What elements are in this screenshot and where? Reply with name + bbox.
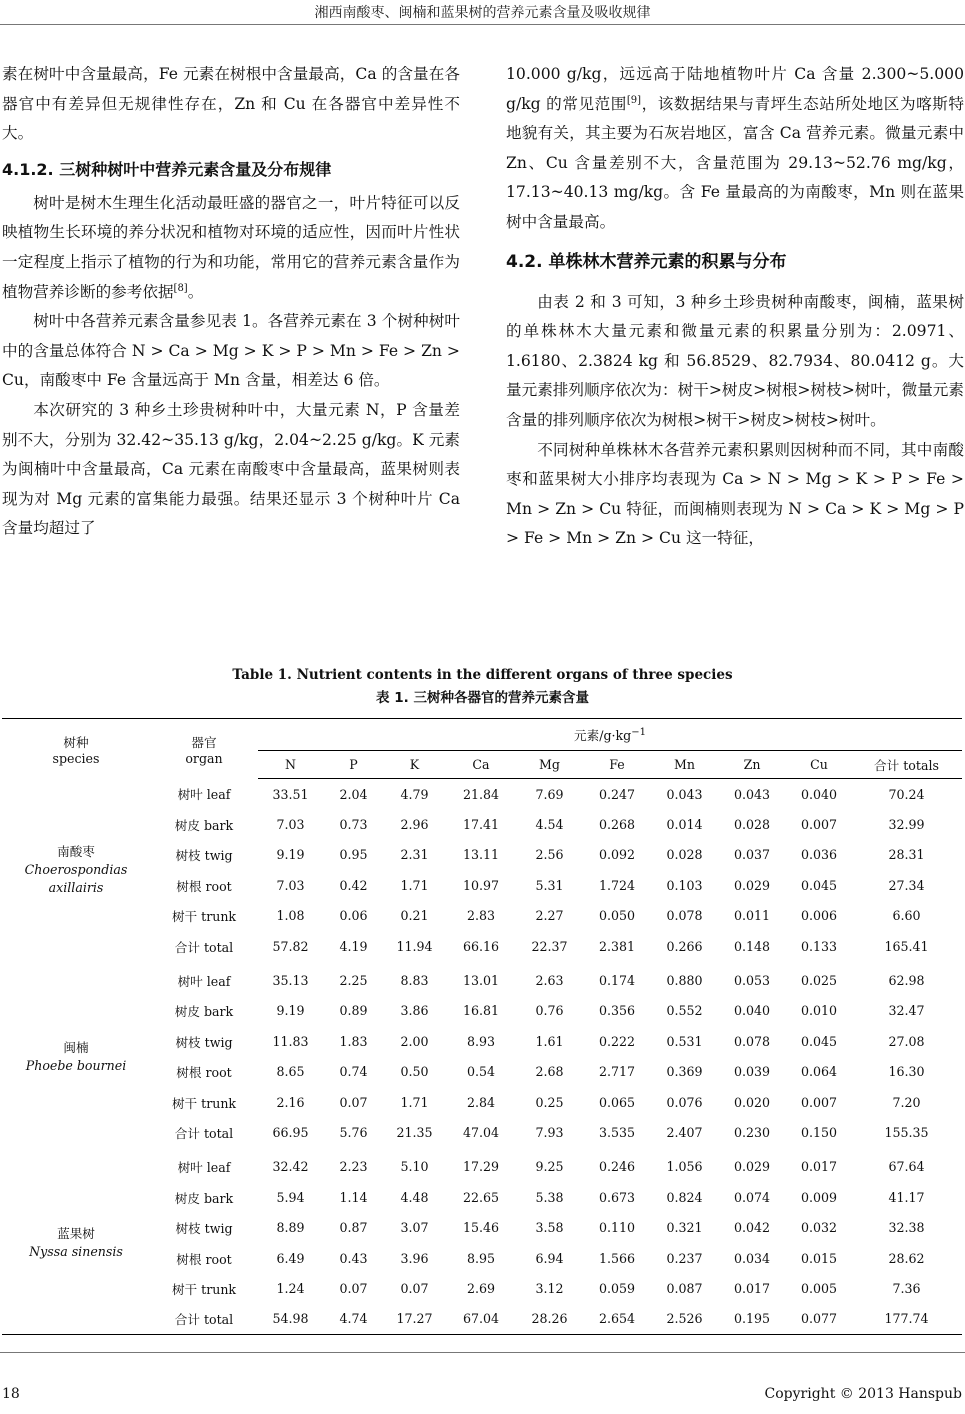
value-cell: 7.03 bbox=[276, 877, 305, 893]
value-cell: 33.51 bbox=[272, 786, 309, 802]
value-cell: 0.040 bbox=[800, 786, 838, 802]
value-cell: 13.11 bbox=[462, 847, 500, 863]
table-row bbox=[2, 779, 962, 810]
value-cell: 15.46 bbox=[462, 1220, 500, 1236]
value-cell: 6.49 bbox=[276, 1250, 305, 1266]
value-cell: 0.89 bbox=[339, 1003, 368, 1019]
element-header: 元素$/g\cdot kg^{-1}$ bbox=[258, 719, 962, 751]
value-cell: 0.032 bbox=[800, 1220, 838, 1236]
organ-cell: 树干 trunk bbox=[171, 1281, 237, 1297]
value-cell: 0.078 bbox=[666, 908, 703, 924]
value-cell: 27.08 bbox=[888, 1033, 925, 1049]
organ-cell: 合计 total bbox=[174, 1312, 234, 1328]
value-cell: 0.552 bbox=[666, 1003, 703, 1019]
value-cell: 5.38 bbox=[535, 1189, 564, 1205]
value-cell: 28.31 bbox=[888, 847, 925, 863]
value-cell: 0.76 bbox=[535, 1003, 564, 1019]
left-paragraph-2: 树叶中各营养元素含量参见表 1。各营养元素在 3 个树种树叶中的含量总体符合 N > Ca > Mg > K > P > Mn > Fe > Zn > Cu，南酸枣中 Fe 含量远高于 Mn 含量，相差达 6 倍。 bbox=[2, 312, 460, 390]
value-cell: 32.47 bbox=[888, 1003, 925, 1019]
value-cell: 2.31 bbox=[400, 847, 429, 863]
organ-cell: 树皮 bark bbox=[174, 818, 234, 834]
organ-cell: 树根 root bbox=[176, 878, 232, 894]
value-cell: 0.065 bbox=[598, 1094, 636, 1110]
value-cell: 0.007 bbox=[800, 817, 838, 833]
value-cell: 10.97 bbox=[462, 877, 500, 893]
species-cell: 蓝果树 Nyssa sinensis bbox=[29, 1225, 123, 1259]
value-cell: 3.58 bbox=[535, 1220, 564, 1236]
value-cell: 7.20 bbox=[892, 1094, 921, 1110]
value-cell: 8.89 bbox=[276, 1220, 305, 1236]
value-cell: 47.04 bbox=[462, 1124, 500, 1140]
value-cell: 0.017 bbox=[800, 1159, 838, 1175]
value-cell: 70.24 bbox=[888, 786, 925, 802]
table-body bbox=[2, 779, 962, 1335]
value-cell: 0.103 bbox=[666, 877, 703, 893]
value-cell: 2.68 bbox=[535, 1064, 564, 1080]
organ-cell: 树枝 twig bbox=[175, 1034, 233, 1050]
value-cell: 1.14 bbox=[339, 1189, 368, 1205]
section-heading-4-2: 4.2. 单株林木营养元素的积累与分布 bbox=[506, 251, 787, 272]
page-number: 18 bbox=[2, 1386, 20, 1402]
value-cell: 21.84 bbox=[462, 786, 500, 802]
footer-rule bbox=[0, 1352, 965, 1353]
organ-cell: 合计 total bbox=[174, 939, 234, 955]
value-cell: 0.07 bbox=[339, 1094, 368, 1110]
value-cell: 2.69 bbox=[466, 1280, 496, 1296]
organ-cell: 树枝 twig bbox=[175, 848, 233, 864]
value-cell: 0.87 bbox=[339, 1220, 368, 1236]
value-cell: 0.54 bbox=[466, 1064, 496, 1080]
value-cell: 0.07 bbox=[400, 1280, 429, 1296]
value-cell: 0.110 bbox=[598, 1220, 636, 1236]
value-cell: 0.531 bbox=[666, 1033, 703, 1049]
col-header-ca: Ca bbox=[445, 751, 517, 779]
value-cell: 0.037 bbox=[733, 847, 771, 863]
value-cell: 0.028 bbox=[666, 847, 703, 863]
value-cell: 0.045 bbox=[800, 877, 838, 893]
value-cell: 1.08 bbox=[276, 908, 305, 924]
value-cell: 0.43 bbox=[339, 1250, 368, 1266]
value-cell: 22.65 bbox=[462, 1189, 500, 1205]
value-cell: 3.96 bbox=[400, 1250, 429, 1266]
value-cell: 155.35 bbox=[884, 1124, 929, 1140]
organ-cell: 树叶 leaf bbox=[177, 974, 231, 990]
value-cell: 2.25 bbox=[339, 973, 368, 989]
right-column bbox=[506, 60, 964, 554]
header-rule bbox=[0, 24, 965, 25]
value-cell: 8.83 bbox=[400, 973, 429, 989]
organ-cell: 树干 trunk bbox=[171, 1095, 237, 1111]
value-cell: 3.12 bbox=[535, 1280, 564, 1296]
value-cell: 67.64 bbox=[888, 1159, 925, 1175]
citation-9[interactable]: [9] bbox=[626, 94, 642, 106]
left-paragraph-3: 本次研究的 3 种乡土珍贵树种叶中，大量元素 N，P 含量差别不大，分别为 32.42~35.13 g/kg，2.04~2.25 g/kg。K 元素为闽楠叶中含量最高，Ca 元素在南酸枣中含量最高，蓝果树则表现为对 Mg 元素的富集能力最强。结果还显示 3 个树种叶片 Ca 含量均超过了 bbox=[2, 400, 460, 538]
value-cell: 1.71 bbox=[400, 1094, 429, 1110]
col-header-totals: 合计 totals bbox=[851, 751, 962, 779]
value-cell: 32.99 bbox=[888, 817, 925, 833]
value-cell: 5.76 bbox=[339, 1124, 368, 1140]
table-row bbox=[2, 1152, 962, 1182]
value-cell: 0.06 bbox=[339, 908, 368, 924]
value-cell: 0.174 bbox=[598, 973, 636, 989]
value-cell: 0.195 bbox=[733, 1311, 771, 1327]
table-caption-zh: 表 1. 三树种各器官的营养元素含量 bbox=[376, 690, 589, 706]
value-cell: 21.35 bbox=[396, 1124, 433, 1140]
value-cell: 2.654 bbox=[598, 1311, 636, 1327]
value-cell: 0.034 bbox=[733, 1250, 771, 1266]
value-cell: 41.17 bbox=[888, 1189, 925, 1205]
value-cell: 0.266 bbox=[666, 938, 703, 954]
value-cell: 16.81 bbox=[462, 1003, 500, 1019]
value-cell: 0.006 bbox=[800, 908, 838, 924]
species-cell: 闽楠 Phoebe bournei bbox=[25, 1039, 127, 1073]
value-cell: 4.74 bbox=[339, 1311, 368, 1327]
value-cell: 5.31 bbox=[535, 877, 564, 893]
value-cell: 0.092 bbox=[598, 847, 636, 863]
value-cell: 0.007 bbox=[800, 1094, 838, 1110]
value-cell: 8.95 bbox=[466, 1250, 496, 1266]
table-caption-en: Table 1. Nutrient contents in the different organs of three species bbox=[232, 667, 733, 683]
value-cell: 17.41 bbox=[462, 817, 500, 833]
value-cell: 22.37 bbox=[531, 938, 568, 954]
value-cell: 0.50 bbox=[400, 1064, 429, 1080]
organ-cell: 树皮 bark bbox=[174, 1190, 234, 1206]
value-cell: 0.07 bbox=[339, 1280, 368, 1296]
value-cell: 4.19 bbox=[339, 938, 368, 954]
value-cell: 0.087 bbox=[666, 1280, 703, 1296]
right-paragraph-2: 由表 2 和 3 可知，3 种乡土珍贵树种南酸枣，闽楠，蓝果树的单株林木大量元素和微量元素的积累量分别为：2.0971、1.6180、2.3824 kg 和 56.8529、82.7934、80.0412 g。大量元素排列顺序依次为：树干>树皮>树根>树枝>树叶，微量元素含量的排列顺序依次为树根>树干>树皮>树枝>树叶。 bbox=[506, 292, 964, 429]
value-cell: 0.247 bbox=[598, 786, 636, 802]
left-column bbox=[2, 60, 460, 544]
value-cell: 0.42 bbox=[339, 877, 368, 893]
value-cell: 0.25 bbox=[535, 1094, 564, 1110]
value-cell: 2.381 bbox=[598, 938, 636, 954]
value-cell: 0.150 bbox=[800, 1124, 838, 1140]
value-cell: 0.21 bbox=[400, 908, 429, 924]
organ-cell: 树叶 leaf bbox=[177, 1160, 231, 1176]
organ-cell: 树皮 bark bbox=[174, 1004, 234, 1020]
value-cell: 7.93 bbox=[535, 1124, 564, 1140]
value-cell: 0.017 bbox=[733, 1280, 771, 1296]
value-cell: 177.74 bbox=[884, 1311, 929, 1327]
running-head: 湘西南酸枣、闽楠和蓝果树的营养元素含量及吸收规律 bbox=[314, 5, 651, 21]
value-cell: 1.724 bbox=[598, 877, 636, 893]
value-cell: 1.056 bbox=[666, 1159, 703, 1175]
value-cell: 57.82 bbox=[272, 938, 309, 954]
value-cell: 2.00 bbox=[400, 1033, 429, 1049]
value-cell: 2.16 bbox=[276, 1094, 305, 1110]
value-cell: 0.029 bbox=[733, 1159, 771, 1175]
value-cell: 2.84 bbox=[466, 1094, 496, 1110]
value-cell: 3.86 bbox=[400, 1003, 429, 1019]
value-cell: 2.63 bbox=[535, 973, 564, 989]
value-cell: 8.93 bbox=[466, 1033, 496, 1049]
value-cell: 0.014 bbox=[666, 817, 703, 833]
organ-cell: 树根 root bbox=[176, 1065, 232, 1081]
organ-header: 器官 organ bbox=[185, 734, 223, 766]
organ-cell: 树根 root bbox=[176, 1251, 232, 1267]
value-cell: 0.009 bbox=[800, 1189, 838, 1205]
value-cell: 0.230 bbox=[733, 1124, 771, 1140]
value-cell: 0.95 bbox=[339, 847, 368, 863]
value-cell: 4.54 bbox=[535, 817, 564, 833]
col-header-zn: Zn bbox=[717, 751, 787, 779]
col-header-k: K bbox=[384, 751, 445, 779]
value-cell: 0.005 bbox=[800, 1280, 838, 1296]
value-cell: 2.407 bbox=[666, 1124, 703, 1140]
value-cell: 0.133 bbox=[800, 938, 838, 954]
value-cell: 66.95 bbox=[272, 1124, 309, 1140]
value-cell: 2.96 bbox=[400, 817, 429, 833]
value-cell: 66.16 bbox=[462, 938, 500, 954]
value-cell: 0.042 bbox=[733, 1220, 771, 1236]
value-cell: 0.321 bbox=[666, 1220, 703, 1236]
value-cell: 7.36 bbox=[892, 1280, 921, 1296]
value-cell: 7.69 bbox=[535, 786, 564, 802]
value-cell: 0.020 bbox=[733, 1094, 771, 1110]
value-cell: 0.148 bbox=[733, 938, 771, 954]
value-cell: 67.04 bbox=[462, 1311, 500, 1327]
right-paragraph-1: 10.000 g/kg，远远高于陆地植物叶片 Ca 含量 2.300~5.000 g/kg 的常见范围[9]，该数据结果与青坪生态站所处地区为喀斯特地貌有关，其主要为石灰岩地区，富含 Ca 营养元素。微量元素中 Zn、Cu 含量差别不大，含量范围为 29.13~52.76 mg/kg，17.13~40.13 mg/kg。含 Fe 量最高的为南酸枣，Mn 则在蓝果树中含量最高。 bbox=[506, 65, 964, 231]
left-paragraph-1: 树叶是树木生理生化活动最旺盛的器官之一，叶片特征可以反映植物生长环境的养分状况和植物对环境的适应性，因而叶片性状一定程度上指示了植物的行为和功能，常用它的营养元素含量作为植物营养诊断的参考依据[8]。 bbox=[2, 193, 460, 301]
value-cell: 3.07 bbox=[400, 1220, 429, 1236]
col-header-cu: Cu bbox=[787, 751, 851, 779]
value-cell: 28.62 bbox=[888, 1250, 925, 1266]
value-cell: 0.028 bbox=[733, 817, 771, 833]
value-cell: 0.73 bbox=[339, 817, 368, 833]
value-cell: 0.036 bbox=[800, 847, 838, 863]
nutrient-table bbox=[2, 718, 962, 1335]
value-cell: 0.053 bbox=[733, 973, 771, 989]
value-cell: 0.059 bbox=[598, 1280, 636, 1296]
value-cell: 0.824 bbox=[666, 1189, 703, 1205]
value-cell: 1.83 bbox=[339, 1033, 368, 1049]
col-header-mn: Mn bbox=[652, 751, 717, 779]
value-cell: 0.029 bbox=[733, 877, 771, 893]
value-cell: 27.34 bbox=[888, 877, 925, 893]
value-cell: 0.076 bbox=[666, 1094, 703, 1110]
value-cell: 165.41 bbox=[884, 938, 929, 954]
value-cell: 2.83 bbox=[466, 908, 496, 924]
value-cell: 0.040 bbox=[733, 1003, 771, 1019]
organ-cell: 树叶 leaf bbox=[177, 787, 231, 803]
value-cell: 0.050 bbox=[598, 908, 636, 924]
table-row bbox=[2, 965, 962, 995]
value-cell: 54.98 bbox=[272, 1311, 309, 1327]
value-cell: 9.25 bbox=[535, 1159, 564, 1175]
value-cell: 6.94 bbox=[535, 1250, 564, 1266]
value-cell: 35.13 bbox=[272, 973, 309, 989]
value-cell: 0.237 bbox=[666, 1250, 703, 1266]
value-cell: 0.043 bbox=[733, 786, 771, 802]
value-cell: 6.60 bbox=[892, 908, 921, 924]
value-cell: 16.30 bbox=[888, 1064, 925, 1080]
value-cell: 0.74 bbox=[339, 1064, 368, 1080]
value-cell: 2.526 bbox=[666, 1311, 703, 1327]
value-cell: 0.039 bbox=[733, 1064, 771, 1080]
value-cell: 0.077 bbox=[800, 1311, 838, 1327]
value-cell: 9.19 bbox=[276, 847, 305, 863]
organ-cell: 树干 trunk bbox=[171, 909, 237, 925]
col-header-fe: Fe bbox=[582, 751, 652, 779]
col-header-n: N bbox=[258, 751, 323, 779]
organ-cell: 树枝 twig bbox=[175, 1221, 233, 1237]
value-cell: 1.71 bbox=[400, 877, 429, 893]
value-cell: 1.61 bbox=[535, 1033, 564, 1049]
value-cell: 7.03 bbox=[276, 817, 305, 833]
value-cell: 3.535 bbox=[598, 1124, 636, 1140]
value-cell: 0.369 bbox=[666, 1064, 703, 1080]
value-cell: 0.246 bbox=[598, 1159, 636, 1175]
value-cell: 0.045 bbox=[800, 1033, 838, 1049]
value-cell: 5.10 bbox=[400, 1159, 429, 1175]
value-cell: 5.94 bbox=[276, 1189, 305, 1205]
citation-8[interactable]: [8] bbox=[173, 282, 188, 294]
value-cell: 17.29 bbox=[462, 1159, 500, 1175]
value-cell: 0.222 bbox=[598, 1033, 636, 1049]
value-cell: 32.38 bbox=[888, 1220, 925, 1236]
value-cell: 4.48 bbox=[400, 1189, 429, 1205]
col-header-mg: Mg bbox=[517, 751, 582, 779]
value-cell: 9.19 bbox=[276, 1003, 305, 1019]
value-cell: 0.268 bbox=[598, 817, 636, 833]
right-paragraph-3: 不同树种单株林木各营养元素积累则因树种而不同，其中南酸枣和蓝果树大小排序均表现为 Ca > N > Mg > K > P > Fe > Mn > Zn > Cu 特征，而闽楠则表现为 N > Ca > K > Mg > P > Fe > Mn > Zn > Cu 这一特征， bbox=[506, 440, 964, 548]
value-cell: 0.078 bbox=[733, 1033, 771, 1049]
value-cell: 4.79 bbox=[400, 786, 429, 802]
value-cell: 0.043 bbox=[666, 786, 703, 802]
col-header-p: P bbox=[323, 751, 384, 779]
species-cell: 南酸枣 Choerospondias axillairis bbox=[24, 843, 128, 895]
species-header: 树种 species bbox=[52, 734, 100, 766]
section-heading-4-1-2: 4.1.2. 三树种树叶中营养元素含量及分布规律 bbox=[2, 159, 332, 179]
value-cell: 28.26 bbox=[531, 1311, 568, 1327]
value-cell: 13.01 bbox=[462, 973, 500, 989]
value-cell: 0.025 bbox=[800, 973, 838, 989]
value-cell: 0.015 bbox=[800, 1250, 838, 1266]
value-cell: 0.010 bbox=[800, 1003, 838, 1019]
value-cell: 32.42 bbox=[272, 1159, 309, 1175]
copyright-notice: Copyright © 2013 Hanspub bbox=[764, 1386, 962, 1402]
value-cell: 2.56 bbox=[535, 847, 564, 863]
value-cell: 1.566 bbox=[598, 1250, 636, 1266]
value-cell: 2.04 bbox=[339, 786, 368, 802]
value-cell: 11.94 bbox=[396, 938, 433, 954]
value-cell: 0.074 bbox=[733, 1189, 771, 1205]
left-intro-paragraph: 素在树叶中含量最高，Fe 元素在树根中含量最高，Ca 的含量在各器官中有差异但无规律性存在，Zn 和 Cu 在各器官中差异性不大。 bbox=[2, 65, 460, 143]
value-cell: 0.880 bbox=[666, 973, 703, 989]
value-cell: 0.011 bbox=[733, 908, 771, 924]
value-cell: 1.24 bbox=[276, 1280, 305, 1296]
value-cell: 62.98 bbox=[888, 973, 925, 989]
value-cell: 2.23 bbox=[339, 1159, 368, 1175]
value-cell: 8.65 bbox=[276, 1064, 305, 1080]
value-cell: 2.717 bbox=[598, 1064, 636, 1080]
value-cell: 17.27 bbox=[396, 1311, 433, 1327]
value-cell: 2.27 bbox=[535, 908, 564, 924]
organ-cell: 合计 total bbox=[174, 1125, 234, 1141]
value-cell: 11.83 bbox=[272, 1033, 309, 1049]
value-cell: 0.064 bbox=[800, 1064, 838, 1080]
value-cell: 0.356 bbox=[598, 1003, 636, 1019]
value-cell: 0.673 bbox=[598, 1189, 636, 1205]
